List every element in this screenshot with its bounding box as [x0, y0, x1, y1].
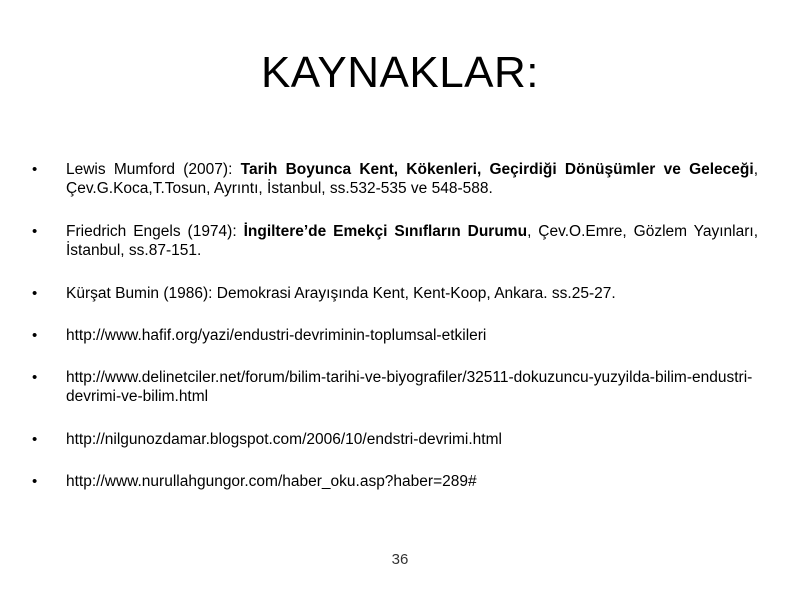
reference-details: , Çev.G.Koca,T.Tosun, Ayrıntı, İstanbul, ss.532-535 ve 548-588. [66, 161, 758, 197]
reference-item-hafif-link [32, 326, 758, 345]
bullet-icon: • [32, 223, 38, 240]
reference-url[interactable]: http://www.nurullahgungor.com/haber_oku.asp?haber=289# [66, 473, 477, 490]
reference-url[interactable]: http://www.delinetciler.net/forum/bilim-tarihi-ve-biyografiler/32511-dokuzuncu-yuzyilda-bilim-endustri-devrimi-ve-bilim.html [66, 369, 753, 405]
bullet-icon: • [32, 327, 38, 344]
reference-item-bumin [32, 284, 758, 303]
reference-author: Lewis Mumford (2007): [66, 161, 241, 178]
reference-url[interactable]: http://www.hafif.org/yazi/endustri-devriminin-toplumsal-etkileri [66, 327, 487, 344]
reference-item-engels [32, 222, 758, 260]
bullet-icon: • [32, 369, 38, 386]
reference-author: Friedrich Engels (1974): [66, 223, 244, 240]
bullet-icon: • [32, 161, 38, 178]
bullet-icon: • [32, 431, 38, 448]
reference-item-nurullahgungor-link [32, 472, 758, 491]
reference-text: Kürşat Bumin (1986): Demokrasi Arayışında Kent, Kent-Koop, Ankara. ss.25-27. [66, 285, 616, 302]
reference-details: , Çev.O.Emre, Gözlem Yayınları, İstanbul, ss.87-151. [66, 223, 759, 259]
slide-title: KAYNAKLAR: [260, 48, 540, 97]
bullet-icon: • [32, 285, 38, 302]
reference-item-mumford [32, 160, 758, 198]
bullet-icon: • [32, 473, 38, 490]
reference-book-title: Tarih Boyunca Kent, Kökenleri, Geçirdiği Dönüşümler ve Geleceği [240, 161, 754, 178]
reference-item-nilgunozdamar-link [32, 430, 758, 449]
reference-book-title: İngiltere’de Emekçi Sınıfların Durumu [243, 223, 528, 240]
reference-item-delinetciler-link [32, 368, 758, 406]
reference-list [32, 160, 758, 491]
reference-url[interactable]: http://nilgunozdamar.blogspot.com/2006/10/endstri-devrimi.html [66, 431, 502, 448]
page-number: 36 [391, 551, 409, 568]
